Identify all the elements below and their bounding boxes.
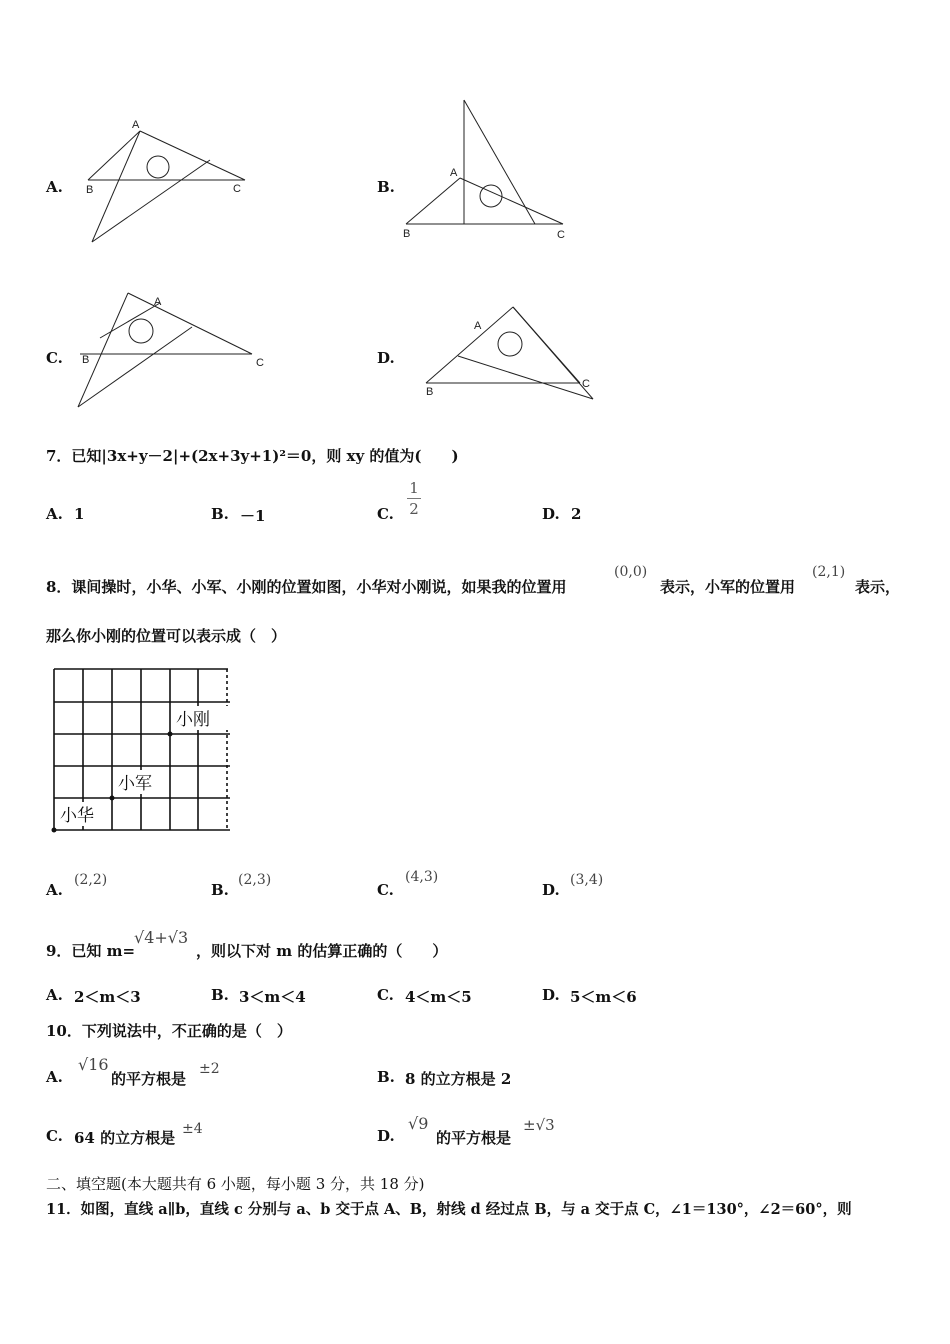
q7-option-a-key: A. [46,505,63,523]
q9-option-c-key: C. [377,986,394,1004]
q7-option-b-key: B. [211,505,229,523]
figure-c-point-b: B [82,354,90,366]
q10-option-d-expr: √9 [408,1114,429,1133]
q10-option-a-answer: ±2 [199,1061,220,1077]
q7-fraction-denominator: 2 [409,500,419,518]
q9-expression: √4+√3 [134,928,189,947]
q9-option-d-key: D. [542,986,560,1004]
q8-stem-part1: 8．课间操时，小华、小军、小刚的位置如图，小华对小刚说，如果我的位置用 [46,578,567,596]
q8-stem-line2: 那么你小刚的位置可以表示成（ ） [46,627,287,645]
figure-b-point-a: A [450,167,458,179]
q9-option-a-key: A. [46,986,63,1004]
q10-option-c-text: 64 的立方根是 [74,1129,176,1147]
q7-option-a-value: 1 [74,505,85,523]
figure-option-b-label: B. [377,178,395,196]
q8-coord-1: (0,0) [614,564,648,580]
q10-option-a-text: 的平方根是 [111,1070,187,1088]
q8-position-grid [50,666,232,836]
figure-a-point-b: B [86,184,94,196]
q10-option-b-key: B. [377,1068,395,1086]
q8-stem-part2: 表示，小军的位置用 [660,578,796,596]
grid-label-xiaohua: 小华 [60,806,94,826]
q9-option-b-key: B. [211,986,229,1004]
section-2-title: 二、填空题(本大题共有 6 小题，每小题 3 分，共 18 分) [46,1175,425,1193]
q8-option-b-key: B. [211,881,229,899]
q8-option-b-value: (2,3) [238,872,272,888]
figure-c-point-c: C [256,357,264,369]
q10-option-d-key: D. [377,1127,395,1145]
q8-option-a-value: (2,2) [74,872,108,888]
q8-option-d-value: (3,4) [570,872,604,888]
figure-option-c-label: C. [46,349,63,367]
figure-b-point-b: B [403,228,411,240]
q10-option-d-answer: ±√3 [523,1116,555,1134]
q10-option-b-text: 8 的立方根是 2 [405,1070,512,1088]
q8-option-d-key: D. [542,881,560,899]
figure-d-point-a: A [474,320,482,332]
figure-a-point-a: A [132,119,140,131]
q9-option-d-value: 5＜m＜6 [570,988,637,1006]
figure-option-d-label: D. [377,349,395,367]
q7-option-c-fraction [406,479,422,518]
q9-stem-post: ，则以下对 m 的估算正确的（ ） [196,942,448,960]
q9-option-a-value: 2＜m＜3 [74,988,141,1006]
grid-label-xiaogang: 小刚 [176,710,210,730]
figure-option-a-label: A. [46,178,63,196]
q9-stem-pre: 9．已知 m= [46,942,136,960]
q10-option-d-text: 的平方根是 [436,1129,512,1147]
q7-option-c-key: C. [377,505,394,523]
figure-a-point-c: C [233,183,241,195]
q8-stem-part3: 表示， [855,578,901,596]
figure-c-point-a: A [154,296,162,308]
figure-d-point-b: B [426,386,434,398]
q7-option-d-value: 2 [571,505,582,523]
figure-d-point-c: C [582,378,590,390]
q8-option-a-key: A. [46,881,63,899]
figure-b-point-c: C [557,229,565,241]
q7-option-b-value: －1 [240,507,266,525]
q8-coord-2: (2,1) [812,564,846,580]
q10-option-c-answer: ±4 [182,1121,203,1137]
q7-fraction-numerator: 1 [409,479,419,497]
q10-option-a-key: A. [46,1068,63,1086]
q8-option-c-value: (4,3) [405,869,439,885]
q10-stem: 10．下列说法中，不正确的是（ ） [46,1022,292,1040]
q7-stem: 7．已知|3x+y－2|+(2x+3y+1)²＝0，则 xy 的值为( ) [46,447,459,465]
q11-stem: 11．如图，直线 a∥b，直线 c 分别与 a、b 交于点 A、B，射线 d 经过点 B，与 a 交于点 C，∠1＝130°，∠2＝60°，则 [46,1201,852,1218]
grid-label-xiaojun: 小军 [118,774,152,794]
q10-option-a-expr: √16 [78,1055,109,1074]
q9-option-b-value: 3＜m＜4 [239,988,306,1006]
q7-option-d-key: D. [542,505,560,523]
q8-option-c-key: C. [377,881,394,899]
q10-option-c-key: C. [46,1127,63,1145]
q9-option-c-value: 4＜m＜5 [405,988,472,1006]
